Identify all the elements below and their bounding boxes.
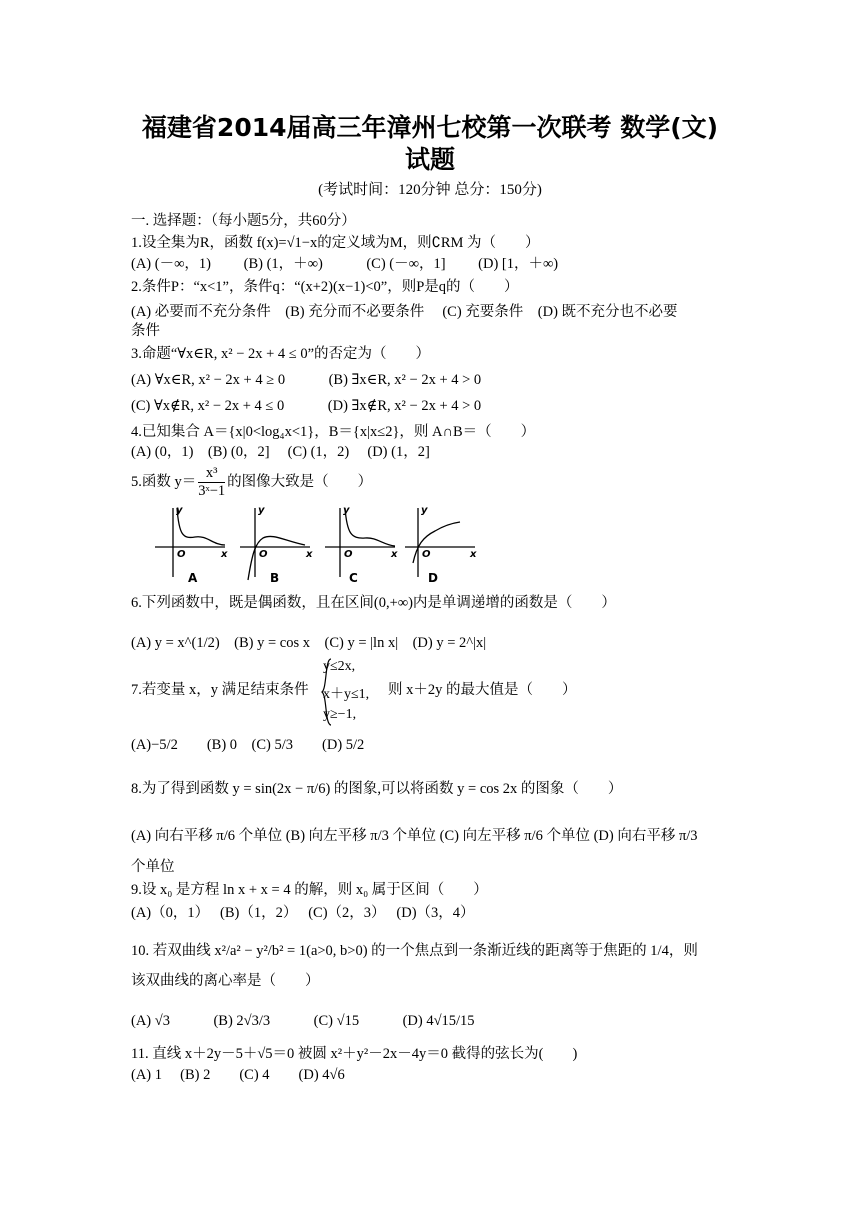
svg-text:x: x — [306, 549, 313, 560]
question-5-suffix: 的图像大致是（ ） — [227, 474, 373, 490]
page-title-cont: 试题 — [404, 145, 455, 174]
page-title: 福建省2014届高三年漳州七校第一次联考 数学(文) — [141, 113, 719, 142]
svg-text:y: y — [421, 505, 428, 516]
question-11-options: (A) 1 (B) 2 (C) 4 (D) 4√6 — [131, 1067, 345, 1083]
question-5-prefix: 5.函数 y＝ — [131, 474, 197, 490]
graph-label-d: D — [428, 571, 438, 585]
section-heading: 一. 选择题：（每小题5分，共60分） — [131, 213, 356, 229]
svg-text:x: x — [391, 549, 398, 560]
exam-info: (考试时间：120分钟 总分：150分) — [318, 182, 542, 198]
question-3: 3.命题“∀x∈R, x² − 2x + 4 ≤ 0”的否定为（ ） — [131, 346, 431, 362]
question-1: 1.设全集为R，函数 f(x)=√1−x的定义域为M，则∁RM 为（ ） — [131, 235, 540, 251]
function-graphs-figure — [155, 505, 495, 587]
question-4: 4.已知集合 A＝{x|0<log₄x<1}，B＝{x|x≤2}，则 A∩B＝（ ） — [131, 424, 536, 440]
question-7-suffix: 则 x＋2y 的最大值是（ ） — [388, 682, 577, 698]
svg-text:O: O — [422, 549, 431, 560]
question-11: 11. 直线 x＋2y－5＋√5＝0 被圆 x²＋y²－2x－4y＝0 截得的弦长为( ) — [131, 1046, 578, 1062]
question-3-options-ab: (A) ∀x∈R, x² − 2x + 4 ≥ 0 (B) ∃x∈R, x² − 2x + 4 > 0 — [131, 372, 482, 388]
question-1-options: (A) (－∞，1) (B) (1，＋∞) (C) (－∞，1] (D) [1，＋∞) — [131, 256, 559, 272]
question-10-cont: 该双曲线的离心率是（ ） — [131, 973, 320, 989]
question-7-options: (A)−5/2 (B) 0 (C) 5/3 (D) 5/2 — [131, 737, 365, 753]
svg-text:O: O — [259, 549, 268, 560]
question-5-fraction — [198, 465, 225, 500]
question-10: 10. 若双曲线 x²/a² − y²/b² = 1(a>0, b>0) 的一个焦点到一条渐近线的距离等于焦距的 1/4，则 — [131, 943, 698, 959]
constraint-2: x＋y≤1, — [323, 687, 370, 702]
constraint-3: y≥−1, — [323, 707, 357, 722]
svg-text:y: y — [343, 505, 350, 516]
graph-b — [240, 508, 310, 580]
svg-text:O: O — [177, 549, 186, 560]
question-2-options: (A) 必要而不充分条件 (B) 充分而不必要条件 (C) 充要条件 (D) 既不充分也不必要 — [131, 304, 678, 320]
graph-c — [325, 508, 395, 577]
constraint-1: y≤2x, — [323, 659, 356, 674]
svg-text:x: x — [221, 549, 228, 560]
question-4-options: (A) (0，1) (B) (0，2] (C) (1，2) (D) (1，2] — [131, 444, 430, 460]
question-7-prefix: 7.若变量 x，y 满足结束条件 — [131, 682, 309, 698]
svg-text:y: y — [176, 505, 183, 516]
question-2: 2.条件P：“x<1”，条件q：“(x+2)(x−1)<0”，则P是q的（ ） — [131, 279, 519, 295]
svg-text:x: x — [470, 549, 477, 560]
question-9-options: (A)（0，1） (B)（1，2） (C)（2，3） (D)（3，4） — [131, 905, 475, 921]
fraction-numerator: x³ — [198, 465, 225, 483]
graph-label-c: C — [349, 571, 358, 585]
question-10-options: (A) √3 (B) 2√3/3 (C) √15 (D) 4√15/15 — [131, 1013, 475, 1029]
question-2-options-cont: 条件 — [131, 323, 160, 339]
graph-label-b: B — [270, 571, 280, 585]
svg-text:O: O — [344, 549, 353, 560]
question-8-options: (A) 向右平移 π/6 个单位 (B) 向左平移 π/3 个单位 (C) 向左平移 π/6 个单位 (D) 向右平移 π/3 — [131, 828, 698, 844]
svg-text:y: y — [258, 505, 265, 516]
question-6: 6.下列函数中，既是偶函数，且在区间(0,+∞)内是单调递增的函数是（ ） — [131, 595, 616, 611]
question-8-options-cont: 个单位 — [131, 859, 175, 875]
graph-d — [405, 508, 475, 577]
fraction-denominator: 3ˣ−1 — [198, 483, 226, 500]
question-9: 9.设 x₀ 是方程 ln x + x = 4 的解，则 x₀ 属于区间（ ） — [131, 882, 488, 898]
question-8: 8.为了得到函数 y = sin(2x − π/6) 的图象,可以将函数 y = cos 2x 的图象（ ） — [131, 781, 623, 797]
question-3-options-cd: (C) ∀x∉R, x² − 2x + 4 ≤ 0 (D) ∃x∉R, x² − 2x + 4 > 0 — [131, 398, 482, 414]
graph-a — [155, 508, 225, 577]
question-6-options: (A) y = x^(1/2) (B) y = cos x (C) y = |ln x| (D) y = 2^|x| — [131, 635, 487, 651]
question-5 — [131, 463, 372, 501]
graph-label-a: A — [188, 571, 198, 585]
